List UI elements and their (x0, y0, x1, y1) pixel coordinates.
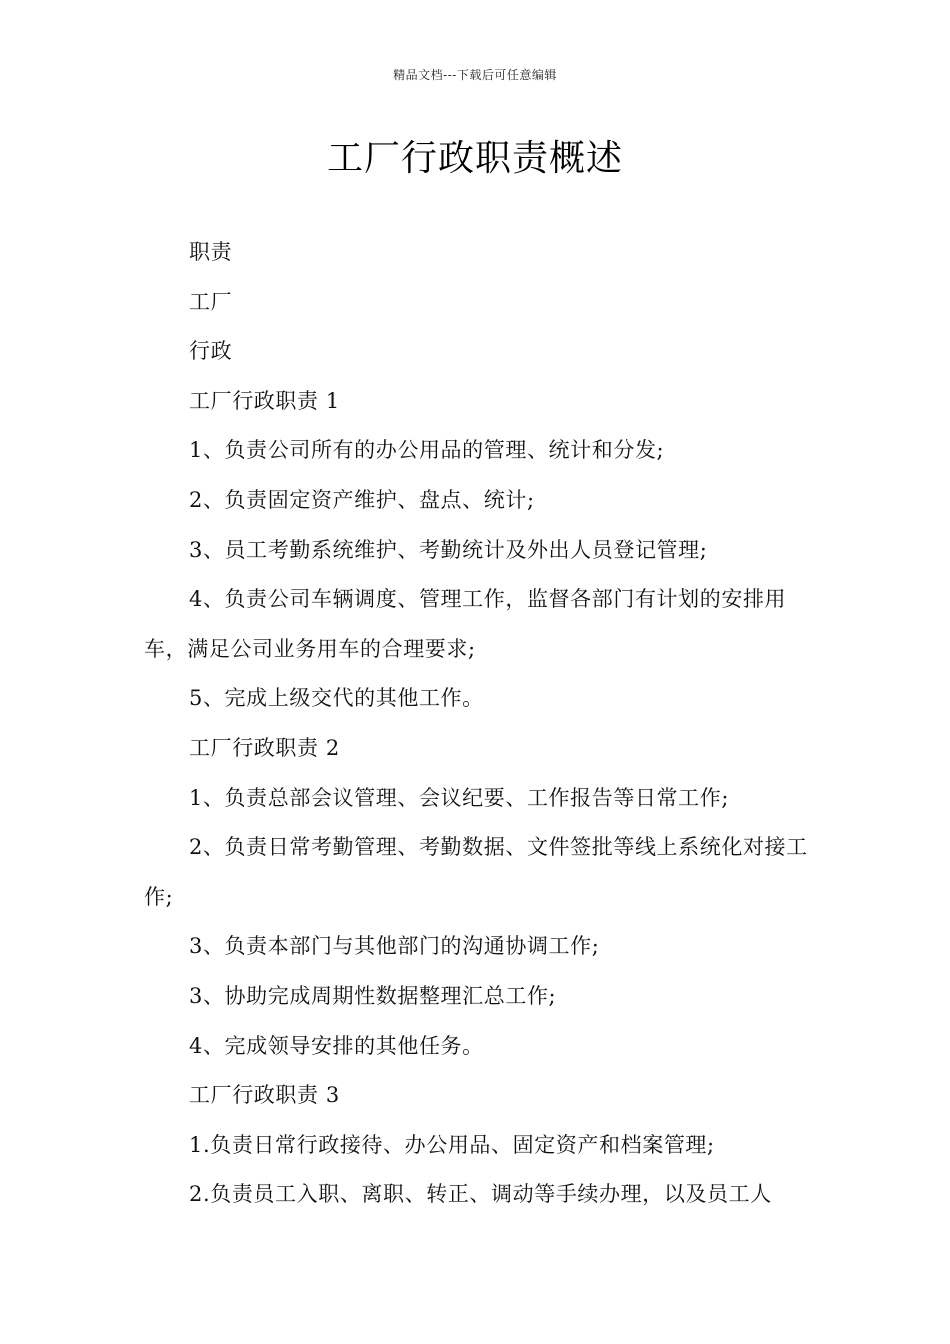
paragraph: 3、负责本部门与其他部门的沟通协调工作; (189, 934, 600, 959)
paragraph: 2、负责固定资产维护、盘点、统计; (189, 487, 535, 512)
document-body (144, 228, 809, 1220)
section-heading: 工厂行政职责 1 (189, 388, 340, 413)
paragraph: 4、完成领导安排的其他任务。 (189, 1033, 484, 1058)
paragraph: 工厂 (189, 289, 233, 314)
paragraph: 行政 (189, 339, 233, 364)
paragraph: 2、负责日常考勤管理、考勤数据、文件签批等线上系统化对接工作; (144, 835, 808, 909)
header-note: 精品文档---下载后可任意编辑 (393, 68, 557, 82)
paragraph: 3、协助完成周期性数据整理汇总工作; (189, 983, 557, 1008)
paragraph: 5、完成上级交代的其他工作。 (189, 686, 484, 711)
paragraph: 2.负责员工入职、离职、转正、调动等手续办理，以及员工人 (189, 1182, 772, 1207)
paragraph: 3、员工考勤系统维护、考勤统计及外出人员登记管理; (189, 537, 708, 562)
paragraph: 1.负责日常行政接待、办公用品、固定资产和档案管理; (189, 1132, 715, 1157)
section-heading: 工厂行政职责 3 (189, 1083, 340, 1108)
document-title: 工厂行政职责概述 (326, 138, 623, 179)
paragraph: 4、负责公司车辆调度、管理工作，监督各部门有计划的安排用车，满足公司业务用车的合理要求; (144, 587, 787, 661)
section-heading: 工厂行政职责 2 (189, 735, 340, 760)
paragraph: 1、负责总部会议管理、会议纪要、工作报告等日常工作; (189, 785, 730, 810)
paragraph: 1、负责公司所有的办公用品的管理、统计和分发; (189, 438, 665, 463)
paragraph: 职责 (189, 240, 233, 264)
